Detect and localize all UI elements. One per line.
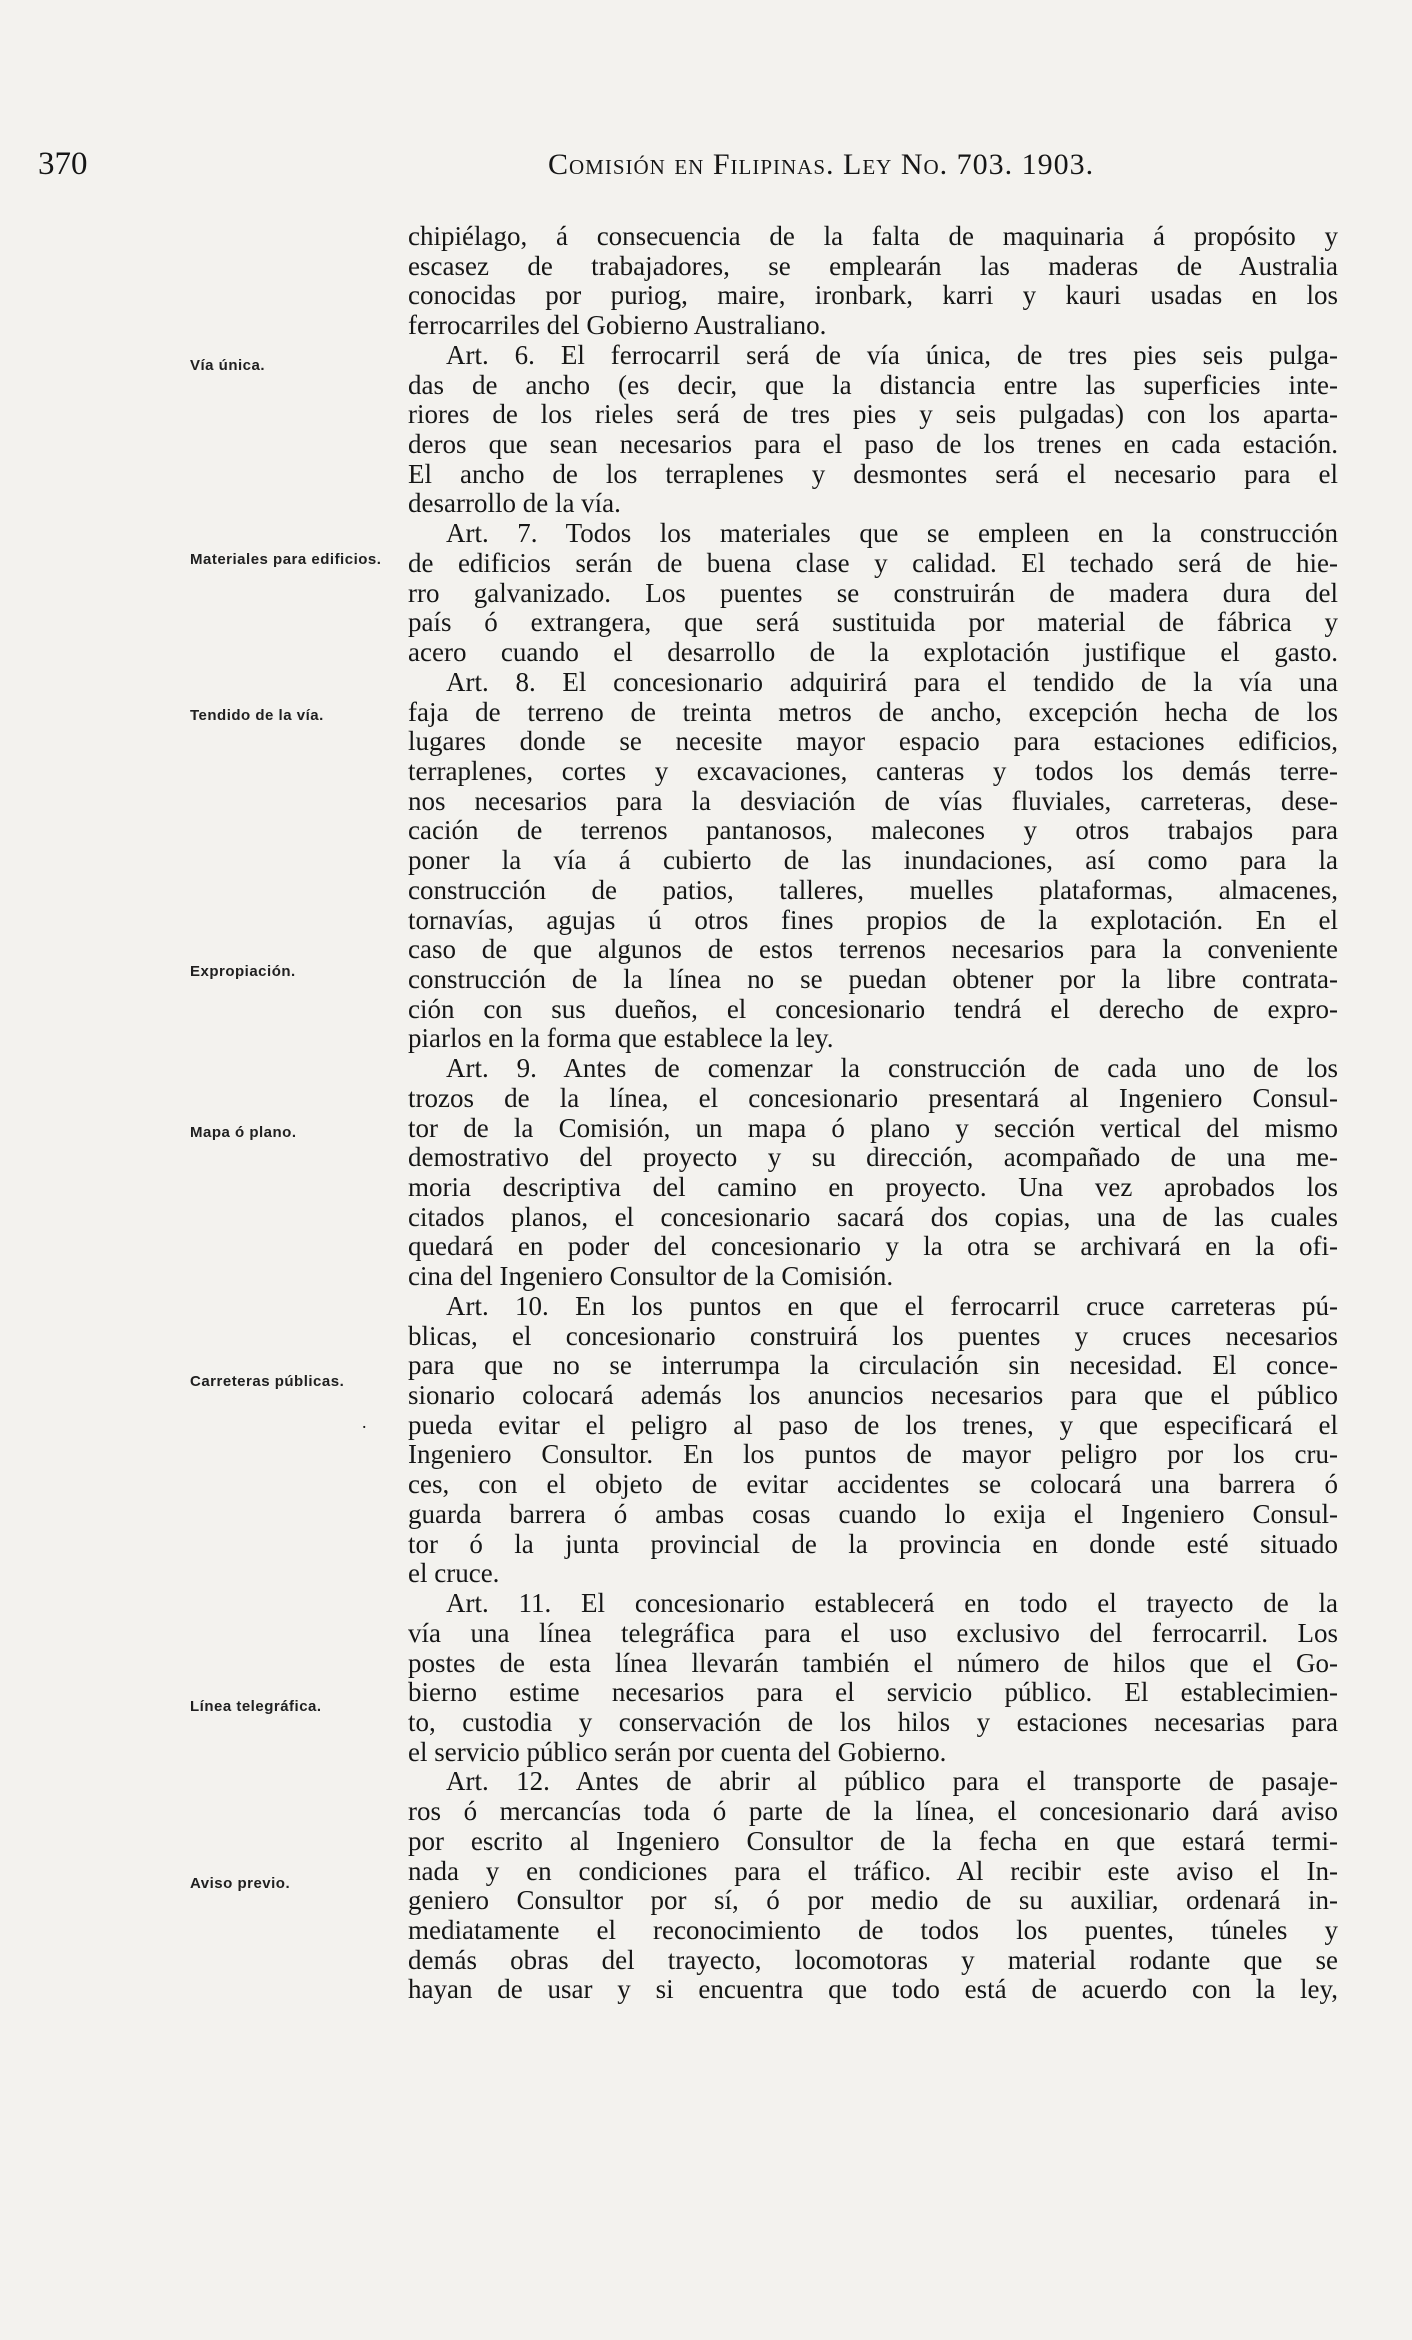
text-line: ferrocarriles del Gobierno Australiano.: [408, 311, 827, 341]
text-line: citados planos, el concesionario sacará dos copias, una de las cuales: [408, 1202, 1338, 1232]
margin-note-via-unica: Vía única.: [190, 357, 266, 374]
text-line: hayan de usar y si encuentra que todo está de acuerdo con la ley,: [408, 1975, 1338, 2005]
text-line: construcción de la línea no se puedan obtener por la libre contrata-: [408, 964, 1338, 994]
article-12-start: Art. 12. Antes de abrir al público para el transporte de pasaje-: [446, 1767, 1338, 1797]
text-line: poner la vía á cubierto de las inundaciones, así como para la: [408, 846, 1338, 876]
text-line: tor ó la junta provincial de la provincia en donde esté situado: [408, 1529, 1338, 1559]
page-header: [38, 146, 1218, 190]
text-line: construcción de patios, talleres, muelles plataformas, almacenes,: [408, 875, 1338, 905]
text-line: acero cuando el desarrollo de la explotación justifique el gasto.: [408, 638, 1338, 668]
text-line: chipiélago, á consecuencia de la falta de maquinaria á propósito y: [408, 222, 1338, 251]
text-line: nos necesarios para la desviación de vías fluviales, carreteras, dese-: [408, 786, 1338, 816]
margin-note-tendido: Tendido de la vía.: [190, 707, 324, 724]
article-10-start: Art. 10. En los puntos en que el ferrocarril cruce carreteras pú-: [446, 1291, 1338, 1321]
article-8-start: Art. 8. El concesionario adquirirá para el tendido de la vía una: [446, 667, 1338, 697]
text-line: ros ó mercancías toda ó parte de la línea, el concesionario dará aviso: [408, 1797, 1338, 1827]
text-line: riores de los rieles será de tres pies y seis pulgadas) con los aparta-: [408, 400, 1338, 430]
margin-note-materiales: Materiales para edificios.: [190, 551, 382, 568]
text-line: guarda barrera ó ambas cosas cuando lo exija el Ingeniero Consul-: [408, 1499, 1338, 1529]
text-line: trozos de la línea, el concesionario presentará al Ingeniero Consul-: [408, 1083, 1338, 1113]
margin-note-carreteras: Carreteras públicas.: [190, 1373, 345, 1390]
text-line: sionario colocará además los anuncios necesarios para que el público: [408, 1381, 1338, 1411]
text-line: faja de terreno de treinta metros de ancho, excepción hecha de los: [408, 697, 1338, 727]
body-text: [408, 222, 1338, 2005]
text-line: país ó extrangera, que será sustituida por material de fábrica y: [408, 608, 1338, 638]
text-line: demás obras del trayecto, locomotoras y material rodante que se: [408, 1945, 1338, 1975]
text-line: tor de la Comisión, un mapa ó plano y sección vertical del mismo: [408, 1113, 1338, 1143]
text-line: demostrativo del proyecto y su dirección, acompañado de una me-: [408, 1143, 1338, 1173]
text-line: desarrollo de la vía.: [408, 489, 621, 519]
text-line: cación de terrenos pantanosos, malecones y otros trabajos para: [408, 816, 1338, 846]
text-line: El ancho de los terraplenes y desmontes será el necesario para el: [408, 459, 1338, 489]
text-line: de edificios serán de buena clase y calidad. El techado será de hie-: [408, 548, 1338, 578]
text-line: cina del Ingeniero Consultor de la Comisión.: [408, 1262, 894, 1292]
page-number: 370: [38, 146, 88, 182]
article-11-start: Art. 11. El concesionario establecerá en todo el trayecto de la: [446, 1589, 1338, 1619]
margin-note-linea-telegrafica: Línea telegráfica.: [190, 1698, 322, 1715]
text-line: blicas, el concesionario construirá los puentes y cruces necesarios: [408, 1321, 1338, 1351]
text-line: Ingeniero Consultor. En los puntos de mayor peligro por los cru-: [408, 1440, 1338, 1470]
text-line: para que no se interrumpa la circulación sin necesidad. El conce-: [408, 1351, 1338, 1381]
text-line: lugares donde se necesite mayor espacio para estaciones edificios,: [408, 727, 1338, 757]
article-9-start: Art. 9. Antes de comenzar la construcción de cada uno de los: [446, 1054, 1338, 1084]
text-line: quedará en poder del concesionario y la otra se archivará en la ofi-: [408, 1232, 1338, 1262]
margin-note-mapa: Mapa ó plano.: [190, 1124, 297, 1141]
text-line: ción con sus dueños, el concesionario tendrá el derecho de expro-: [408, 994, 1338, 1024]
margin-note-aviso-previo: Aviso previo.: [190, 1875, 291, 1892]
stray-dot: .: [362, 1412, 367, 1432]
text-line: conocidas por puriog, maire, ironbark, karri y kauri usadas en los: [408, 281, 1338, 311]
text-line: el cruce.: [408, 1559, 500, 1589]
text-line: pueda evitar el peligro al paso de los trenes, y que especificará el: [408, 1410, 1338, 1440]
text-line: mediatamente el reconocimiento de todos los puentes, túneles y: [408, 1915, 1338, 1945]
text-line: bierno estime necesarios para el servicio público. El establecimien-: [408, 1678, 1338, 1708]
running-head: Comisión en Filipinas. Ley No. 703. 1903.: [548, 148, 1095, 181]
text-line: geniero Consultor por sí, ó por medio de su auxiliar, ordenará in-: [408, 1886, 1338, 1916]
text-line: caso de que algunos de estos terrenos necesarios para la conveniente: [408, 935, 1338, 965]
text-line: to, custodia y conservación de los hilos y estaciones necesarias para: [408, 1707, 1338, 1737]
text-line: el servicio público serán por cuenta del Gobierno.: [408, 1737, 947, 1767]
text-line: deros que sean necesarios para el paso de los trenes en cada estación.: [408, 430, 1338, 460]
text-line: postes de esta línea llevarán también el número de hilos que el Go-: [408, 1648, 1338, 1678]
text-line: escasez de trabajadores, se emplearán las maderas de Australia: [408, 251, 1338, 281]
text-line: tornavías, agujas ú otros fines propios de la explotación. En el: [408, 905, 1338, 935]
text-line: rro galvanizado. Los puentes se construirán de madera dura del: [408, 578, 1338, 608]
text-line: das de ancho (es decir, que la distancia entre las superficies inte-: [408, 370, 1338, 400]
text-line: moria descriptiva del camino en proyecto. Una vez aprobados los: [408, 1173, 1338, 1202]
text-line: ces, con el objeto de evitar accidentes se colocará una barrera ó: [408, 1470, 1338, 1500]
article-6-start: Art. 6. El ferrocarril será de vía única, de tres pies seis pulga-: [446, 340, 1338, 370]
text-line: piarlos en la forma que establece la ley.: [408, 1024, 834, 1054]
text-line: terraplenes, cortes y excavaciones, canteras y todos los demás terre-: [408, 756, 1338, 786]
text-line: por escrito al Ingeniero Consultor de la fecha en que estará termi-: [408, 1826, 1338, 1856]
text-line: vía una línea telegráfica para el uso exclusivo del ferrocarril. Los: [408, 1618, 1338, 1648]
article-7-start: Art. 7. Todos los materiales que se empleen en la construcción: [446, 519, 1338, 549]
margin-note-expropiacion: Expropiación.: [190, 963, 296, 980]
text-line: nada y en condiciones para el tráfico. Al recibir este aviso el In-: [408, 1856, 1338, 1886]
